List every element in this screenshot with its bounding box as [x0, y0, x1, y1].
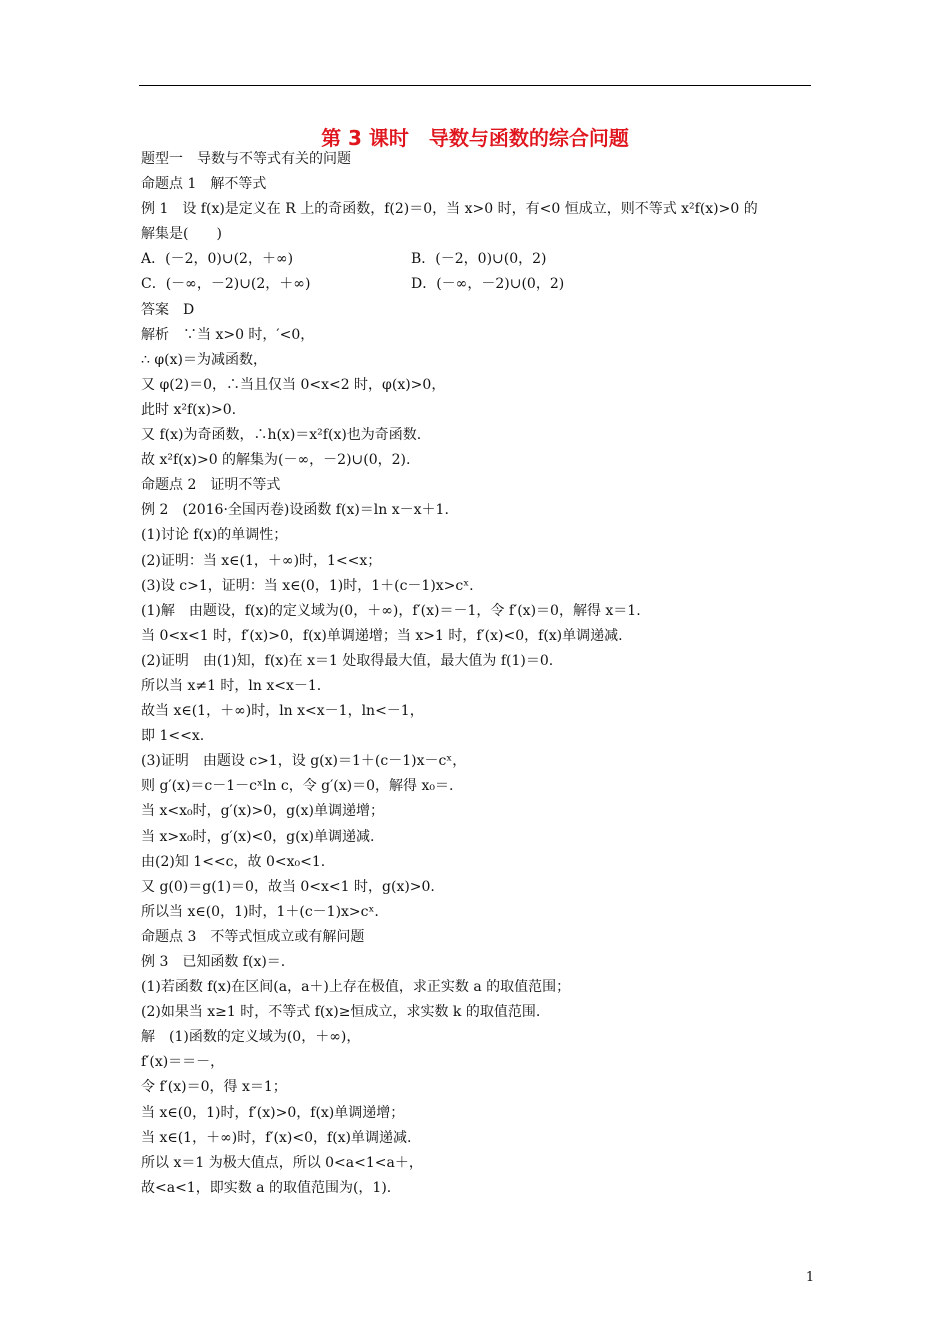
- text-line: 又 φ(2)＝0，∴当且仅当 0<x<2 时，φ(x)>0，: [141, 376, 446, 393]
- page-number: 1: [805, 1270, 815, 1285]
- text-line: 即 1<<x.: [141, 728, 205, 745]
- text-line: (1)讨论 f(x)的单调性；: [141, 527, 288, 544]
- text-line: 当 0<x<1 时，f′(x)>0，f(x)单调递增；当 x>1 时，f′(x)<0，f(x)单调递减.: [141, 627, 623, 644]
- text-line: 当 x<x₀时，g′(x)>0，g(x)单调递增；: [141, 803, 384, 820]
- text-line: 命题点 1 解不等式: [141, 176, 267, 193]
- text-line: (3)设 c>1，证明：当 x∈(0，1)时，1＋(c－1)x>cˣ.: [141, 577, 474, 594]
- text-line: 当 x∈(1，＋∞)时，f′(x)<0，f(x)单调递减.: [141, 1129, 412, 1146]
- text-line: 例 2 (2016·全国丙卷)设函数 f(x)＝ln x－x＋1.: [141, 502, 449, 519]
- text-line: 例 3 已知函数 f(x)＝.: [141, 954, 286, 970]
- text-line: 命题点 2 证明不等式: [141, 477, 281, 494]
- choice-row: [141, 247, 811, 272]
- text-line: 由(2)知 1<<c，故 0<x₀<1.: [141, 853, 326, 870]
- text-line: 当 x>x₀时，g′(x)<0，g(x)单调递减.: [141, 828, 375, 845]
- text-line: 则 g′(x)＝c－1－cˣln c，令 g′(x)＝0，解得 x₀＝.: [141, 778, 454, 795]
- choice-option: D．(－∞，－2)∪(0，2): [411, 276, 565, 293]
- text-line: 又 g(0)＝g(1)＝0，故当 0<x<1 时，g(x)>0.: [141, 878, 435, 895]
- text-line: (2)证明：当 x∈(1，＋∞)时，1<<x；: [141, 552, 382, 569]
- text-line: f′(x)＝＝－，: [141, 1054, 225, 1071]
- text-line: 又 f(x)为奇函数，∴h(x)＝x²f(x)也为奇函数.: [141, 427, 422, 444]
- text-line: 故 x²f(x)>0 的解集为(－∞，－2)∪(0，2).: [141, 452, 411, 469]
- document-body: [141, 147, 811, 1201]
- text-line: 解析 ∵当 x>0 时，′<0，: [141, 326, 315, 343]
- text-line: (2)如果当 x≥1 时，不等式 f(x)≥恒成立，求实数 k 的取值范围.: [141, 1004, 541, 1021]
- page-title: 第 3 课时 导数与函数的综合问题: [321, 126, 629, 150]
- text-line: 当 x∈(0，1)时，f′(x)>0，f(x)单调递增；: [141, 1104, 405, 1121]
- text-line: 例 1 设 f(x)是定义在 R 上的奇函数，f(2)＝0，当 x>0 时，有<0 恒成立，则不等式 x²f(x)>0 的: [141, 201, 758, 218]
- choice-option: C．(－∞，－2)∪(2，＋∞): [141, 276, 311, 293]
- text-line: 解集是( ): [141, 226, 222, 243]
- text-line: 答案 D: [141, 301, 195, 318]
- text-line: 所以当 x∈(0，1)时，1＋(c－1)x>cˣ.: [141, 903, 379, 920]
- text-line: 所以 x＝1 为极大值点，所以 0<a<1<a＋，: [141, 1154, 423, 1171]
- text-line: (3)证明 由题设 c>1，设 g(x)＝1＋(c－1)x－cˣ，: [141, 753, 467, 770]
- choice-row: [141, 272, 811, 297]
- text-line: 故<a<1，即实数 a 的取值范围为(，1).: [141, 1179, 392, 1196]
- text-line: (2)证明 由(1)知，f(x)在 x＝1 处取得最大值，最大值为 f(1)＝0.: [141, 652, 554, 669]
- text-line: 故当 x∈(1，＋∞)时，ln x<x－1，ln<－1，: [141, 703, 424, 720]
- text-line: 此时 x²f(x)>0.: [141, 401, 237, 418]
- text-line: 解 (1)函数的定义域为(0，＋∞)，: [141, 1029, 361, 1046]
- text-line: 令 f′(x)＝0，得 x＝1；: [141, 1079, 287, 1096]
- text-line: 命题点 3 不等式恒成立或有解问题: [141, 928, 365, 945]
- choice-option: A．(－2，0)∪(2，＋∞): [141, 251, 294, 268]
- text-line: ∴ φ(x)＝为减函数，: [141, 351, 267, 368]
- choice-option: B．(－2，0)∪(0，2): [411, 251, 547, 268]
- text-line: (1)若函数 f(x)在区间(a，a＋)上存在极值，求正实数 a 的取值范围；: [141, 979, 571, 996]
- text-line: (1)解 由题设，f(x)的定义域为(0，＋∞)，f′(x)＝－1，令 f′(x)＝0，解得 x＝1.: [141, 602, 641, 619]
- text-line: 所以当 x≠1 时，ln x<x－1.: [141, 677, 322, 694]
- header-rule: [139, 85, 811, 86]
- text-line: 题型一 导数与不等式有关的问题: [141, 151, 351, 167]
